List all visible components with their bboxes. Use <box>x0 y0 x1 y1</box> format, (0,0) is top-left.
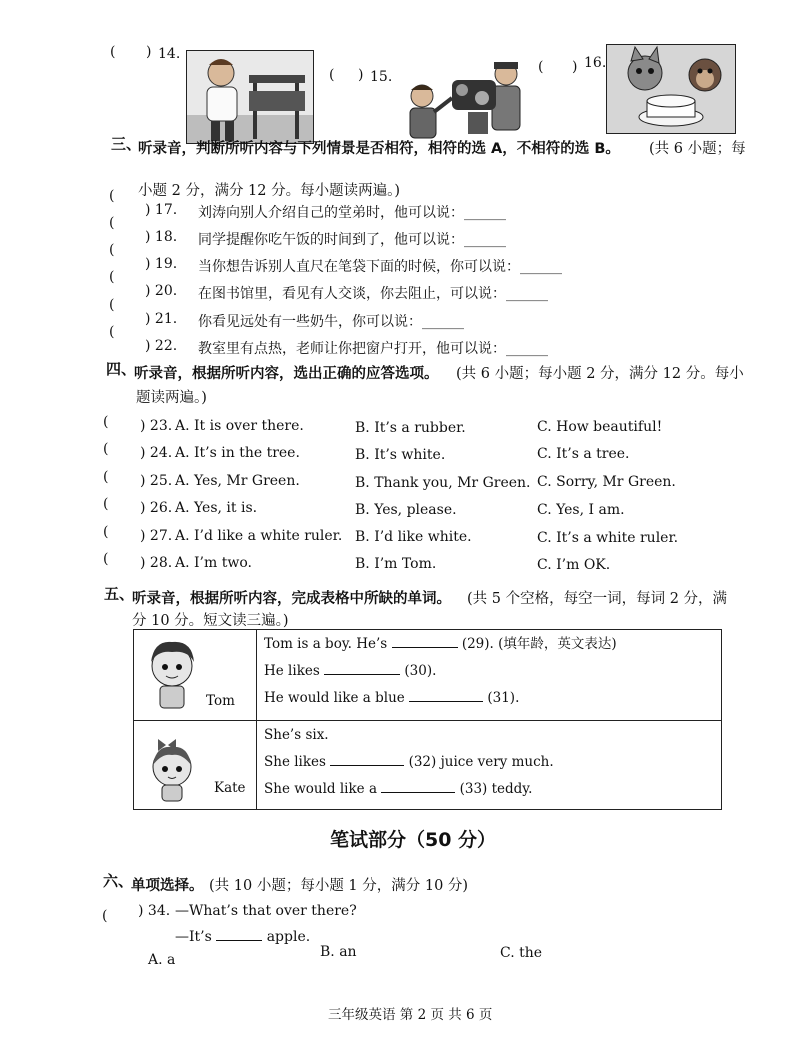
section3-title: 听录音，判断所听内容与下列情景是否相符，相符的选 A，不相符的选 B。 <box>138 141 620 157</box>
kate-picture <box>142 727 202 803</box>
q32-blank[interactable] <box>330 751 404 766</box>
q23-paren: ( <box>103 414 109 430</box>
cat-and-monkey-with-cake-picture <box>606 44 736 134</box>
kate-cell <box>134 721 257 810</box>
q34-line-2-post: apple. <box>266 929 311 945</box>
q19-text: 当你想告诉别人直尺在笔袋下面的时候，你可以说：______ <box>198 259 562 275</box>
q31-post: (31). <box>487 690 520 706</box>
q33-post: (33) teddy. <box>459 781 533 797</box>
q32-post: (32) juice very much. <box>408 754 554 770</box>
q34-option-b: B. an <box>320 944 357 960</box>
section4-instruction-2: 题读两遍。) <box>136 390 207 406</box>
kate-name: Kate <box>214 780 246 796</box>
q22-number: ) 22. <box>145 338 178 354</box>
section6-title: 单项选择。 <box>131 878 204 894</box>
q28-option-c: C. I’m OK. <box>537 557 611 573</box>
q28-paren: ( <box>103 551 109 567</box>
section5-instruction-2: 分 10 分。短文读三遍。) <box>132 613 289 629</box>
section3-instruction-1: (共 6 小题；每 <box>649 141 746 157</box>
q25-option-c: C. Sorry, Mr Green. <box>537 474 676 490</box>
q19-number: ) 19. <box>145 256 178 272</box>
q29-pre: Tom is a boy. He’s <box>264 636 388 652</box>
q14-paren-open: ( <box>110 44 116 60</box>
q21-number: ) 21. <box>145 311 178 327</box>
q17-text: 刘涛向别人介绍自己的堂弟时，他可以说：______ <box>198 205 506 221</box>
q24-option-b: B. It’s white. <box>355 447 446 463</box>
q22-text: 教室里有点热，老师让你把窗户打开，他可以说：______ <box>198 341 548 357</box>
q27-paren: ( <box>103 524 109 540</box>
q26-number: ) 26. <box>140 500 173 516</box>
q31-pre: He would like a blue <box>264 690 405 706</box>
q24-option-c: C. It’s a tree. <box>537 446 630 462</box>
q18-paren: ( <box>109 215 115 231</box>
q30-blank[interactable] <box>324 660 400 675</box>
q33-pre: She would like a <box>264 781 377 797</box>
q30-post: (30). <box>404 663 437 679</box>
q25-option-a: A. Yes, Mr Green. <box>175 473 300 489</box>
q19-paren: ( <box>109 242 115 258</box>
q34-line-2-pre: —It’s <box>175 929 212 945</box>
q29-line <box>258 631 720 658</box>
q24-option-a: A. It’s in the tree. <box>175 445 300 461</box>
q27-number: ) 27. <box>140 528 173 544</box>
q31-blank[interactable] <box>409 687 483 702</box>
section6-number: 六、 <box>103 872 134 890</box>
page-footer: 三年级英语 第 2 页 共 6 页 <box>328 1007 493 1023</box>
q25-option-b: B. Thank you, Mr Green. <box>355 475 531 491</box>
section5-title: 听录音，根据所听内容，完成表格中所缺的单词。 <box>132 591 451 607</box>
q26-option-c: C. Yes, I am. <box>537 502 625 518</box>
kate-sentences <box>257 721 722 810</box>
q23-option-c: C. How beautiful! <box>537 419 663 435</box>
q16-paren-close: ) <box>572 59 578 75</box>
q27-option-b: B. I’d like white. <box>355 529 472 545</box>
q32-pre: She likes <box>264 754 326 770</box>
q23-number: ) 23. <box>140 418 173 434</box>
q28-number: ) 28. <box>140 555 173 571</box>
section5-instruction-1: (共 5 个空格，每空一词，每词 2 分，满 <box>467 591 728 607</box>
q21-text: 你看见远处有一些奶牛，你可以说：______ <box>198 314 464 330</box>
q22-paren: ( <box>109 324 115 340</box>
q27-option-c: C. It’s a white ruler. <box>537 530 679 546</box>
q24-number: ) 24. <box>140 445 173 461</box>
q18-text: 同学提醒你吃午饭的时间到了，他可以说：______ <box>198 232 506 248</box>
q30-pre: He likes <box>264 663 320 679</box>
tom-sentences <box>257 630 722 721</box>
q34-line-1: —What’s that over there? <box>175 903 357 919</box>
written-part-title: 笔试部分（50 分） <box>330 829 497 851</box>
q18-number: ) 18. <box>145 229 178 245</box>
section5-number: 五、 <box>104 585 135 603</box>
q26-option-b: B. Yes, please. <box>355 502 457 518</box>
q15-paren-open: ( <box>329 67 335 83</box>
q34-line-2 <box>175 926 310 945</box>
q21-paren: ( <box>109 297 115 313</box>
q32-line <box>258 749 720 776</box>
q17-number: ) 17. <box>145 202 178 218</box>
q29-blank[interactable] <box>392 633 458 648</box>
q24-paren: ( <box>103 441 109 457</box>
q15-number: 15. <box>370 69 393 85</box>
q16-number: 16. <box>584 55 607 71</box>
q20-text: 在图书馆里，看见有人交谈，你去阻止，可以说：______ <box>198 286 548 302</box>
tom-name: Tom <box>206 693 235 709</box>
q25-paren: ( <box>103 469 109 485</box>
q16-paren-open: ( <box>538 59 544 75</box>
q30-line <box>258 658 720 685</box>
q23-option-a: A. It is over there. <box>175 418 304 434</box>
q34-blank[interactable] <box>216 926 262 941</box>
q17-paren: ( <box>109 188 115 204</box>
boy-at-desk-picture <box>186 50 314 144</box>
table-row <box>134 721 722 810</box>
q25-number: ) 25. <box>140 473 173 489</box>
kate-age-text: She’s six. <box>264 727 329 743</box>
q14-number: 14. <box>158 46 181 62</box>
section4-number: 四、 <box>106 360 137 378</box>
q34-option-a: A. a <box>148 952 176 968</box>
q23-option-b: B. It’s a rubber. <box>355 420 466 436</box>
boy-receiving-gift-picture <box>398 58 522 144</box>
q15-paren-close: ) <box>358 67 364 83</box>
kate-line-1 <box>258 722 720 749</box>
q31-line <box>258 685 720 712</box>
q26-option-a: A. Yes, it is. <box>175 500 258 516</box>
q34-paren: ( <box>102 908 108 924</box>
q20-paren: ( <box>109 269 115 285</box>
section3-number: 三、 <box>111 135 142 153</box>
q33-line <box>258 776 720 803</box>
section4-instruction-1: (共 6 小题；每小题 2 分，满分 12 分。每小 <box>456 366 744 382</box>
q28-option-a: A. I’m two. <box>175 555 252 571</box>
section4-title: 听录音，根据所听内容，选出正确的应答选项。 <box>134 366 439 382</box>
q20-number: ) 20. <box>145 283 178 299</box>
q34-number: ) 34. <box>138 903 171 919</box>
section3-instruction-2: 小题 2 分，满分 12 分。每小题读两遍。) <box>138 183 401 199</box>
q27-option-a: A. I’d like a white ruler. <box>175 528 343 544</box>
table-row <box>134 630 722 721</box>
q28-option-b: B. I’m Tom. <box>355 556 437 572</box>
q14-paren-close: ) <box>146 44 152 60</box>
fill-in-table <box>133 629 722 810</box>
q26-paren: ( <box>103 496 109 512</box>
q33-blank[interactable] <box>381 778 455 793</box>
tom-picture <box>142 636 202 712</box>
tom-cell <box>134 630 257 721</box>
q34-option-c: C. the <box>500 945 543 961</box>
q29-post: (29). (填年龄，英文表达) <box>461 636 617 652</box>
section6-instruction: (共 10 小题；每小题 1 分，满分 10 分) <box>209 878 469 894</box>
